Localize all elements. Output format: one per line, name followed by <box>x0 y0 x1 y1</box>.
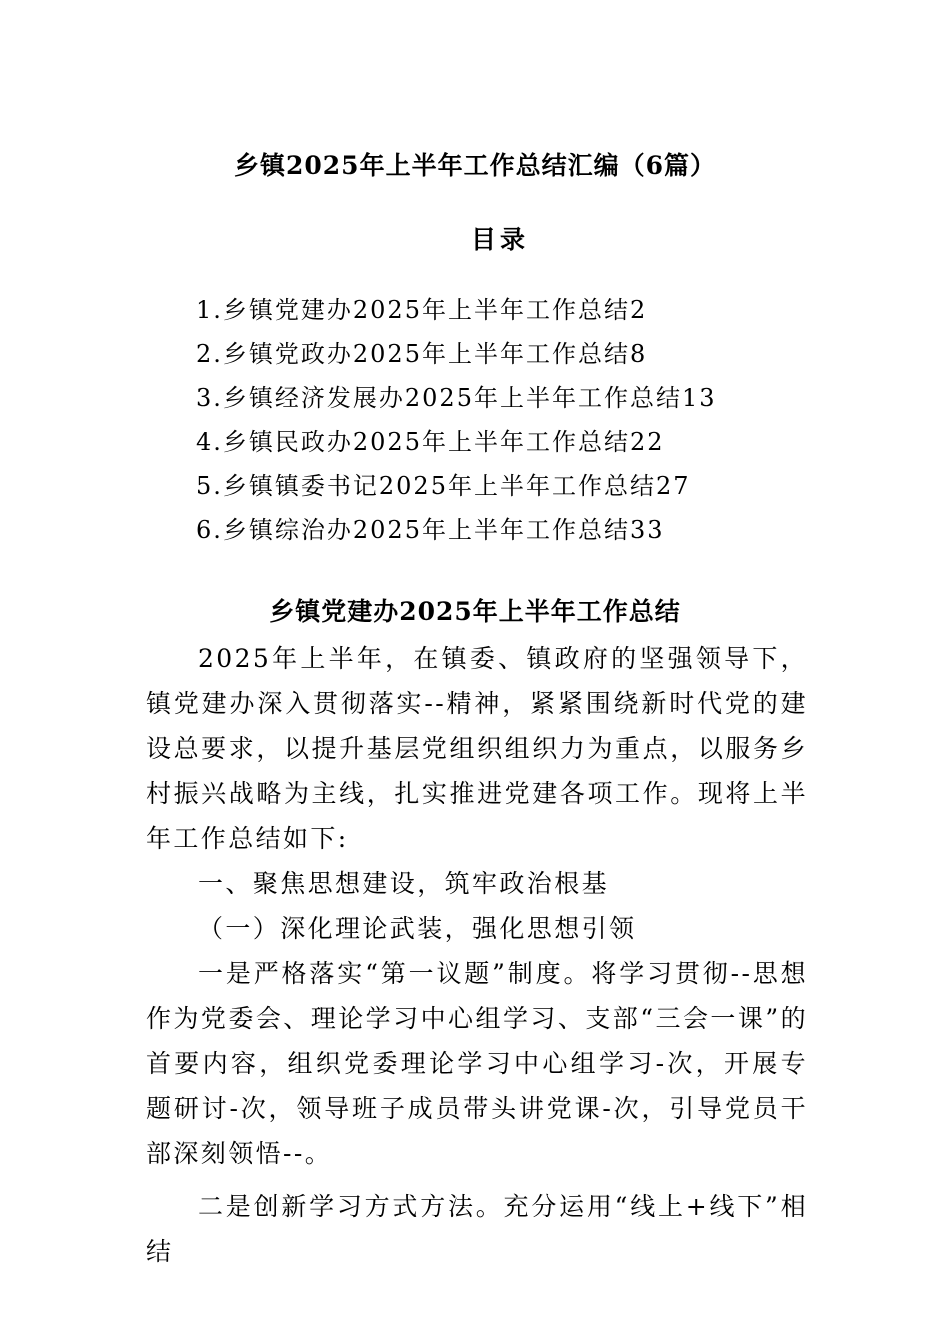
toc-item: 4.乡镇民政办2025年上半年工作总结22 <box>196 428 665 456</box>
table-of-contents <box>196 288 717 552</box>
subsection-heading: （一）深化理论武装，强化思想引领 <box>198 914 637 943</box>
toc-item: 5.乡镇镇委书记2025年上半年工作总结27 <box>196 472 691 500</box>
toc-item: 3.乡镇经济发展办2025年上半年工作总结13 <box>196 384 717 412</box>
section-heading: 一、聚焦思想建设，筑牢政治根基 <box>198 869 610 898</box>
section-title: 乡镇党建办2025年上半年工作总结 <box>269 597 681 626</box>
paragraph: 一是严格落实“第一议题”制度。将学习贯彻--思想作为党委会、理论学习中心组学习、支部“三会一课”的首要内容，组织党委理论学习中心组学习-次，开展专题研讨-次，领导班子成员带头讲党课-次，引导党员干部深刻领悟--。 <box>146 959 808 1168</box>
toc-item: 1.乡镇党建办2025年上半年工作总结2 <box>196 296 648 324</box>
toc-heading: 目录 <box>470 225 529 254</box>
document-title: 乡镇2025年上半年工作总结汇编（6篇） <box>234 151 716 180</box>
body-text <box>146 636 808 1274</box>
paragraph: 2025年上半年，在镇委、镇政府的坚强领导下，镇党建办深入贯彻落实--精神，紧紧围绕新时代党的建设总要求，以提升基层党组织组织力为重点，以服务乡村振兴战略为主线，扎实推进党建各项工作。现将上半年工作总结如下: <box>146 644 808 853</box>
toc-item: 6.乡镇综治办2025年上半年工作总结33 <box>196 516 665 544</box>
paragraph: 二是创新学习方式方法。充分运用“线上+线下”相结 <box>146 1192 808 1266</box>
toc-item: 2.乡镇党政办2025年上半年工作总结8 <box>196 340 648 368</box>
